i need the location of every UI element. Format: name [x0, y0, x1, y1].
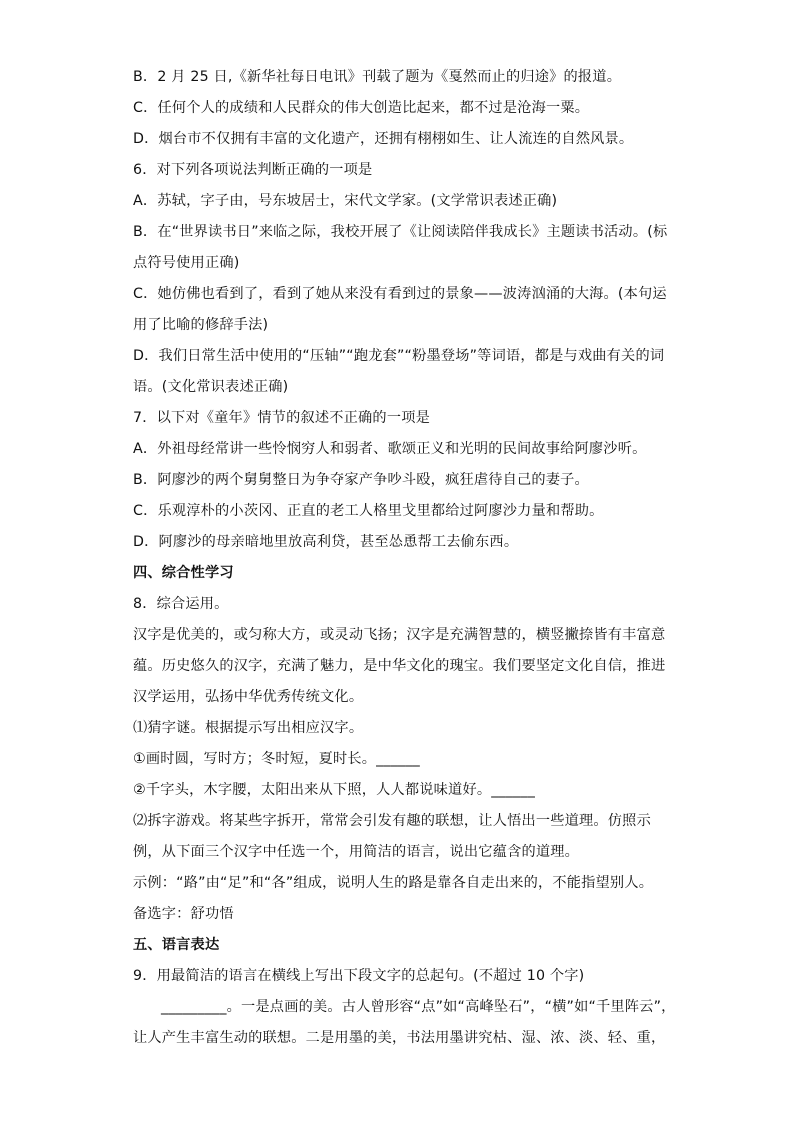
text-line: 汉字是优美的，或匀称大方，或灵动飞扬；汉字是充满智慧的，横竖撇捺皆有丰富意 [133, 627, 666, 643]
text-line: _________。一是点画的美。古人曾形容“点”如“高峰坠石”，“横”如“千里阵云”， [161, 999, 676, 1015]
text-line: 6．对下列各项说法判断正确的一项是 [133, 162, 373, 178]
text-line: D．阿廖沙的母亲暗地里放高利贷，甚至怂恿帮工去偷东西。 [133, 534, 519, 550]
text-line: B．阿廖沙的两个舅舅整日为争夺家产争吵斗殴，疯狂虐待自己的妻子。 [133, 472, 589, 488]
text-line: D．我们日常生活中使用的“压轴”“跑龙套”“粉墨登场”等词语，都是与戏曲有关的词 [133, 348, 665, 364]
section-heading: 五、语言表达 [133, 937, 220, 953]
text-line: 7．以下对《童年》情节的叙述不正确的一项是 [133, 410, 430, 426]
text-line: ⑵拆字游戏。将某些字拆开，常常会引发有趣的联想，让人悟出一些道理。仿照示 [133, 813, 651, 829]
text-line: 示例：“路”由“足”和“各”组成，说明人生的路是靠各自走出来的，不能指望别人。 [133, 875, 654, 891]
text-line: 点符号使用正确) [133, 255, 240, 271]
text-line: ①画时圆，写时方；冬时短，夏时长。______ [133, 751, 420, 767]
text-line: 语。(文化常识表述正确) [133, 379, 289, 395]
document-body [133, 62, 676, 1054]
text-line: C．乐观淳朴的小茨冈、正直的老工人格里戈里都给过阿廖沙力量和帮助。 [133, 503, 604, 519]
text-line: C．任何个人的成绩和人民群众的伟大创造比起来，都不过是沧海一粟。 [133, 100, 590, 116]
text-line: B．2 月 25 日,《新华社每日电讯》刊载了题为《戛然而止的归途》的报道。 [133, 69, 622, 85]
text-line: 让人产生丰富生动的联想。二是用墨的美，书法用墨讲究枯、湿、浓、淡、轻、重， [133, 1030, 666, 1046]
section-heading: 四、综合性学习 [133, 565, 234, 581]
text-line: 备选字：舒功悟 [133, 906, 234, 922]
text-line: ②千字头，木字腰，太阳出来从下照，人人都说味道好。______ [133, 782, 535, 798]
text-line: ⑴猜字谜。根据提示写出相应汉字。 [133, 720, 364, 736]
text-line: 9．用最简洁的语言在横线上写出下段文字的总起句。(不超过 10 个字) [133, 968, 585, 984]
text-line: 用了比喻的修辞手法) [133, 317, 269, 333]
text-line: 例，从下面三个汉字中任选一个，用简洁的语言，说出它蕴含的道理。 [133, 844, 580, 860]
text-line: 蕴。历史悠久的汉字，充满了魅力，是中华文化的瑰宝。我们要坚定文化自信，推进 [133, 658, 666, 674]
text-line: 8．综合运用。 [133, 596, 229, 612]
text-line: D．烟台市不仅拥有丰富的文化遗产，还拥有栩栩如生、让人流连的自然风景。 [133, 131, 634, 147]
text-line: B．在“世界读书日”来临之际，我校开展了《让阅读陪伴我成长》主题读书活动。(标 [133, 224, 668, 240]
text-line: 汉学运用，弘扬中华优秀传统文化。 [133, 689, 364, 705]
text-line: A．苏轼，字子由，号东坡居士，宋代文学家。(文学常识表述正确) [133, 193, 558, 209]
text-line: A．外祖母经常讲一些怜悯穷人和弱者、歌颂正义和光明的民间故事给阿廖沙听。 [133, 441, 647, 457]
text-line: C．她仿佛也看到了，看到了她从来没有看到过的景象——波涛汹涌的大海。(本句运 [133, 286, 667, 302]
